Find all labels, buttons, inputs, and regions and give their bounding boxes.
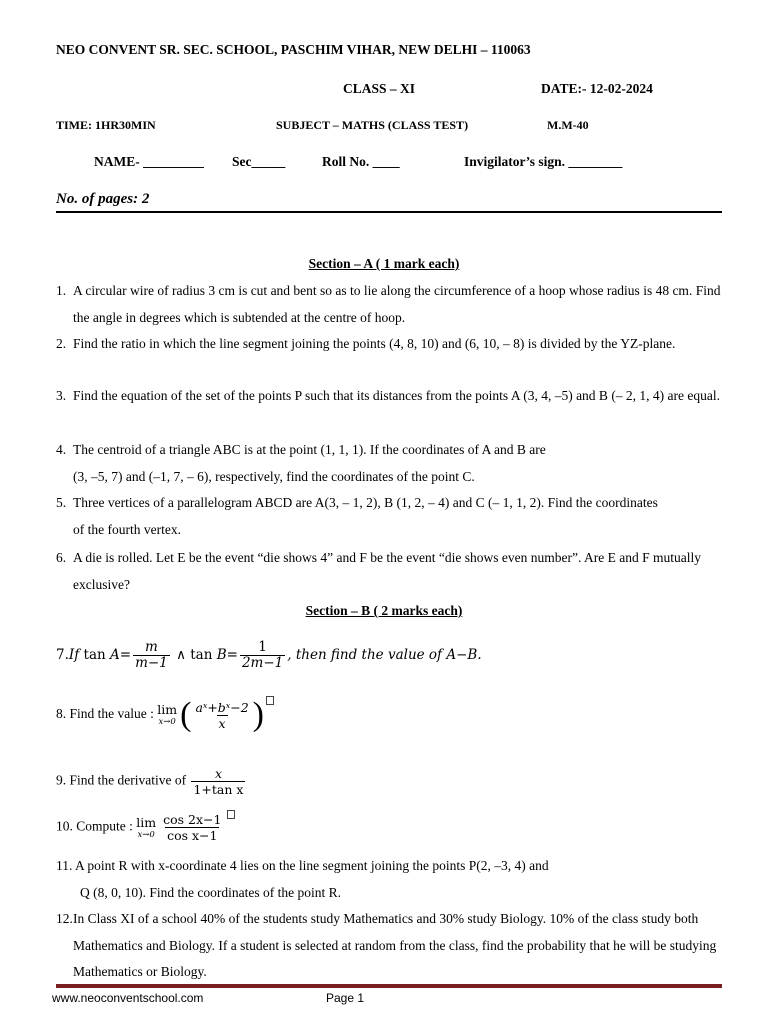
q7-if: If: [68, 647, 80, 663]
question-text: Find the ratio in which the line segment joining the points (4, 8, 10) and (6, 10, – 8) is divided by the YZ-plane.: [73, 336, 676, 351]
question-text-line-1: 11. A point R with x-coordinate 4 lies on the line segment joining the points P(2, –3, 4) and: [56, 858, 549, 873]
limit-symbol: lim: [157, 702, 178, 717]
q8-denominator: x: [218, 715, 226, 731]
header-divider: [56, 211, 722, 213]
q10-denominator: cos x−1: [167, 828, 218, 843]
question-8: 8. Find the value : lim x→0 ( $\frac{\text{aˣ+bˣ−2}}{x}$ ): [56, 698, 274, 732]
question-6: [56, 545, 726, 598]
q7-expression: A−B.: [446, 647, 482, 663]
question-number: 7.: [56, 647, 69, 663]
question-number: 12.: [56, 911, 73, 926]
question-text: Find the equation of the set of the points P such that its distances from the points A (3, 4, –5) and B (– 2, 1, 4) are equal.: [73, 388, 721, 403]
q7-numerator-2: 1: [258, 639, 267, 655]
question-text-line-2: (3, –5, 7) and (–1, 7, – 6), respectively, find the coordinates of the point C.: [73, 468, 475, 484]
q8-label: 8. Find the value :: [56, 706, 154, 722]
roll-number-field: Roll No. ____: [322, 154, 400, 169]
question-text: In Class XI of a school 40% of the students study Mathematics and 30% study Biology. 10% of the class study both Mathematics and Biology. If a student is selected at random from the class, find the probability that he will be studying Mathematics or Biology.: [73, 911, 717, 979]
q7-numerator-1: m: [145, 639, 158, 655]
footer-divider: [56, 984, 722, 988]
q7-equals: =: [226, 647, 238, 663]
limit-symbol: lim: [136, 814, 157, 830]
page-count: No. of pages: 2: [56, 191, 150, 207]
question-4: [56, 437, 726, 490]
time-label: TIME: 1HR30MIN: [56, 118, 156, 132]
section-a-title: Section – A ( 1 mark each): [308, 256, 460, 271]
class-label: CLASS – XI: [343, 81, 416, 96]
q10-numerator: cos 2x−1: [163, 812, 222, 827]
q7-tan: tan: [83, 647, 106, 663]
q7-var-b: B: [216, 647, 227, 663]
question-number: 4.: [56, 442, 67, 457]
limit-subscript: x→0: [158, 717, 176, 727]
question-11: [56, 853, 726, 906]
question-3: [56, 383, 726, 410]
question-text-line-1: The centroid of a triangle ABC is at the point (1, 1, 1). If the coordinates of A and B are: [73, 442, 546, 457]
question-5: [56, 490, 726, 543]
q7-tan: tan: [190, 647, 213, 663]
q8-numerator: aˣ+bˣ−2: [195, 699, 249, 715]
footer-page-number: Page 1: [326, 991, 365, 1005]
q7-var-a: A: [110, 647, 120, 663]
section-b-title: Section – B ( 2 marks each): [305, 603, 463, 618]
question-number: 6.: [56, 550, 67, 565]
name-field: NAME- _________: [94, 154, 204, 169]
question-text-line-2: Q (8, 0, 10). Find the coordinates of the point R.: [80, 884, 341, 900]
question-7: [56, 640, 482, 671]
question-text: A die is rolled. Let E be the event “die shows 4” and F be the event “die shows even number”. Are E and F mutually exclusive?: [73, 550, 701, 592]
section-field: Sec_____: [232, 154, 286, 169]
invigilator-sign-field: Invigilator’s sign. ________: [464, 154, 623, 169]
q7-equals: =: [119, 647, 132, 663]
q7-suffix: , then find the value of: [287, 647, 443, 663]
question-1: [56, 278, 726, 331]
q9-numerator: x: [214, 766, 222, 781]
max-marks-label: M.M-40: [547, 118, 589, 132]
question-12: [56, 906, 726, 986]
footer-website: www.neoconventschool.com: [52, 991, 204, 1005]
question-number: 5.: [56, 495, 67, 510]
q9-denominator: 1+tan x: [193, 782, 244, 797]
q9-label: 9. Find the derivative of: [56, 772, 187, 788]
question-number: 1.: [56, 283, 67, 298]
q7-denominator-2: 2m−1: [241, 655, 284, 671]
question-text: Three vertices of a parallelogram ABCD are A(3, – 1, 2), B (1, 2, – 4) and C (– 1, 1, 2). Find the coordinates of the fourth vertex.: [73, 495, 658, 537]
date-label: DATE:- 12-02-2024: [541, 81, 653, 96]
q10-label: 10. Compute :: [56, 818, 133, 834]
subject-label: SUBJECT – MATHS (CLASS TEST): [276, 118, 469, 132]
q7-wedge: ∧: [176, 647, 186, 663]
question-text: A circular wire of radius 3 cm is cut and bent so as to lie along the circumference of a hoop whose radius is 48 cm. Find the angle in degrees which is subtended at the centre of hoop.: [73, 283, 721, 325]
question-number: 2.: [56, 336, 67, 351]
q7-denominator-1: m−1: [135, 655, 168, 671]
question-9: [56, 766, 247, 797]
placeholder-box-icon: [227, 810, 235, 819]
question-number: 3.: [56, 388, 67, 403]
question-2: [56, 331, 726, 358]
school-name: NEO CONVENT SR. SEC. SCHOOL, PASCHIM VIHAR, NEW DELHI – 110063: [56, 42, 531, 57]
limit-subscript: x→0: [137, 829, 155, 840]
placeholder-box-icon: [266, 696, 274, 705]
question-10: [56, 812, 235, 843]
